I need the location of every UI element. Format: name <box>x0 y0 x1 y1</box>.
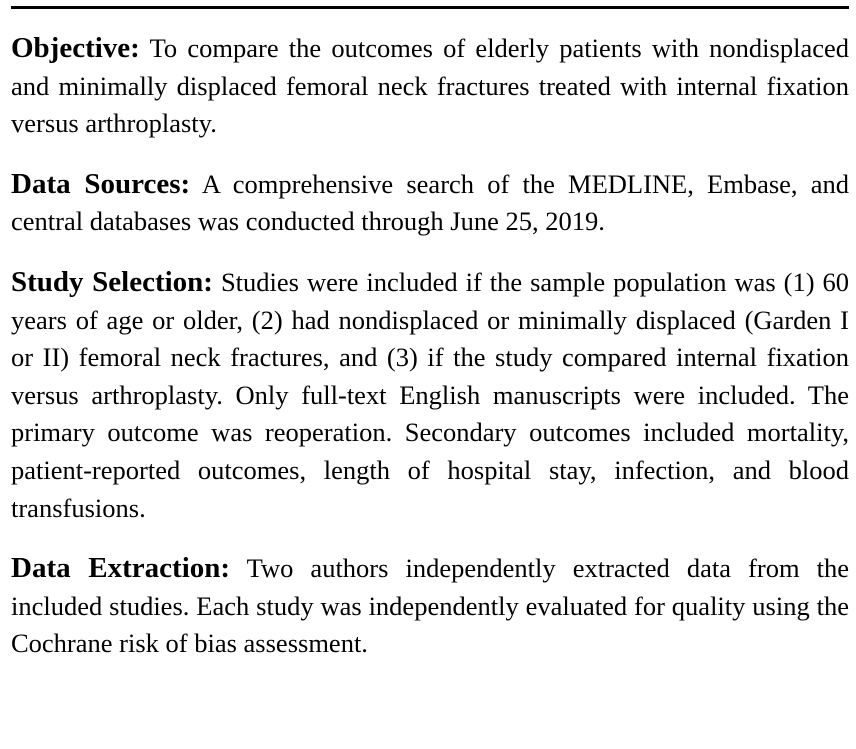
data-extraction-section <box>11 550 849 663</box>
objective-heading: Objective: <box>11 32 140 64</box>
data-extraction-heading: Data Extraction: <box>11 552 231 585</box>
study-selection-text: Studies were included if the sample population was (1) 60 years of age or older, (2) had nondisplaced or minimally displaced (Garden I or II) femoral neck fractures, and (3) if the study compared internal fixation versus arthroplasty. Only full-text English manuscripts were included. The primary outcome was reoperation. Secondary outcomes included mortality, patient-reported outcomes, length of hospital stay, infection, and blood transfusions. <box>11 266 850 523</box>
objective-section <box>11 30 849 143</box>
data-sources-heading: Data Sources: <box>11 167 191 200</box>
study-selection-section <box>11 264 849 527</box>
abstract-body <box>11 30 849 686</box>
study-selection-heading: Study Selection: <box>11 265 213 298</box>
data-sources-text: A comprehensive search of the MEDLINE, Embase, and central databases was conducted through June 25, 2019. <box>11 168 849 237</box>
objective-text: To compare the outcomes of elderly patients with nondisplaced and minimally displaced femoral neck fractures treated with internal fixation versus arthroplasty. <box>11 33 849 139</box>
data-extraction-text: Two authors independently extracted data from the included studies. Each study was independently evaluated for quality using the Cochrane risk of bias assessment. <box>11 553 850 659</box>
top-rule <box>11 6 849 9</box>
data-sources-section <box>11 166 849 241</box>
